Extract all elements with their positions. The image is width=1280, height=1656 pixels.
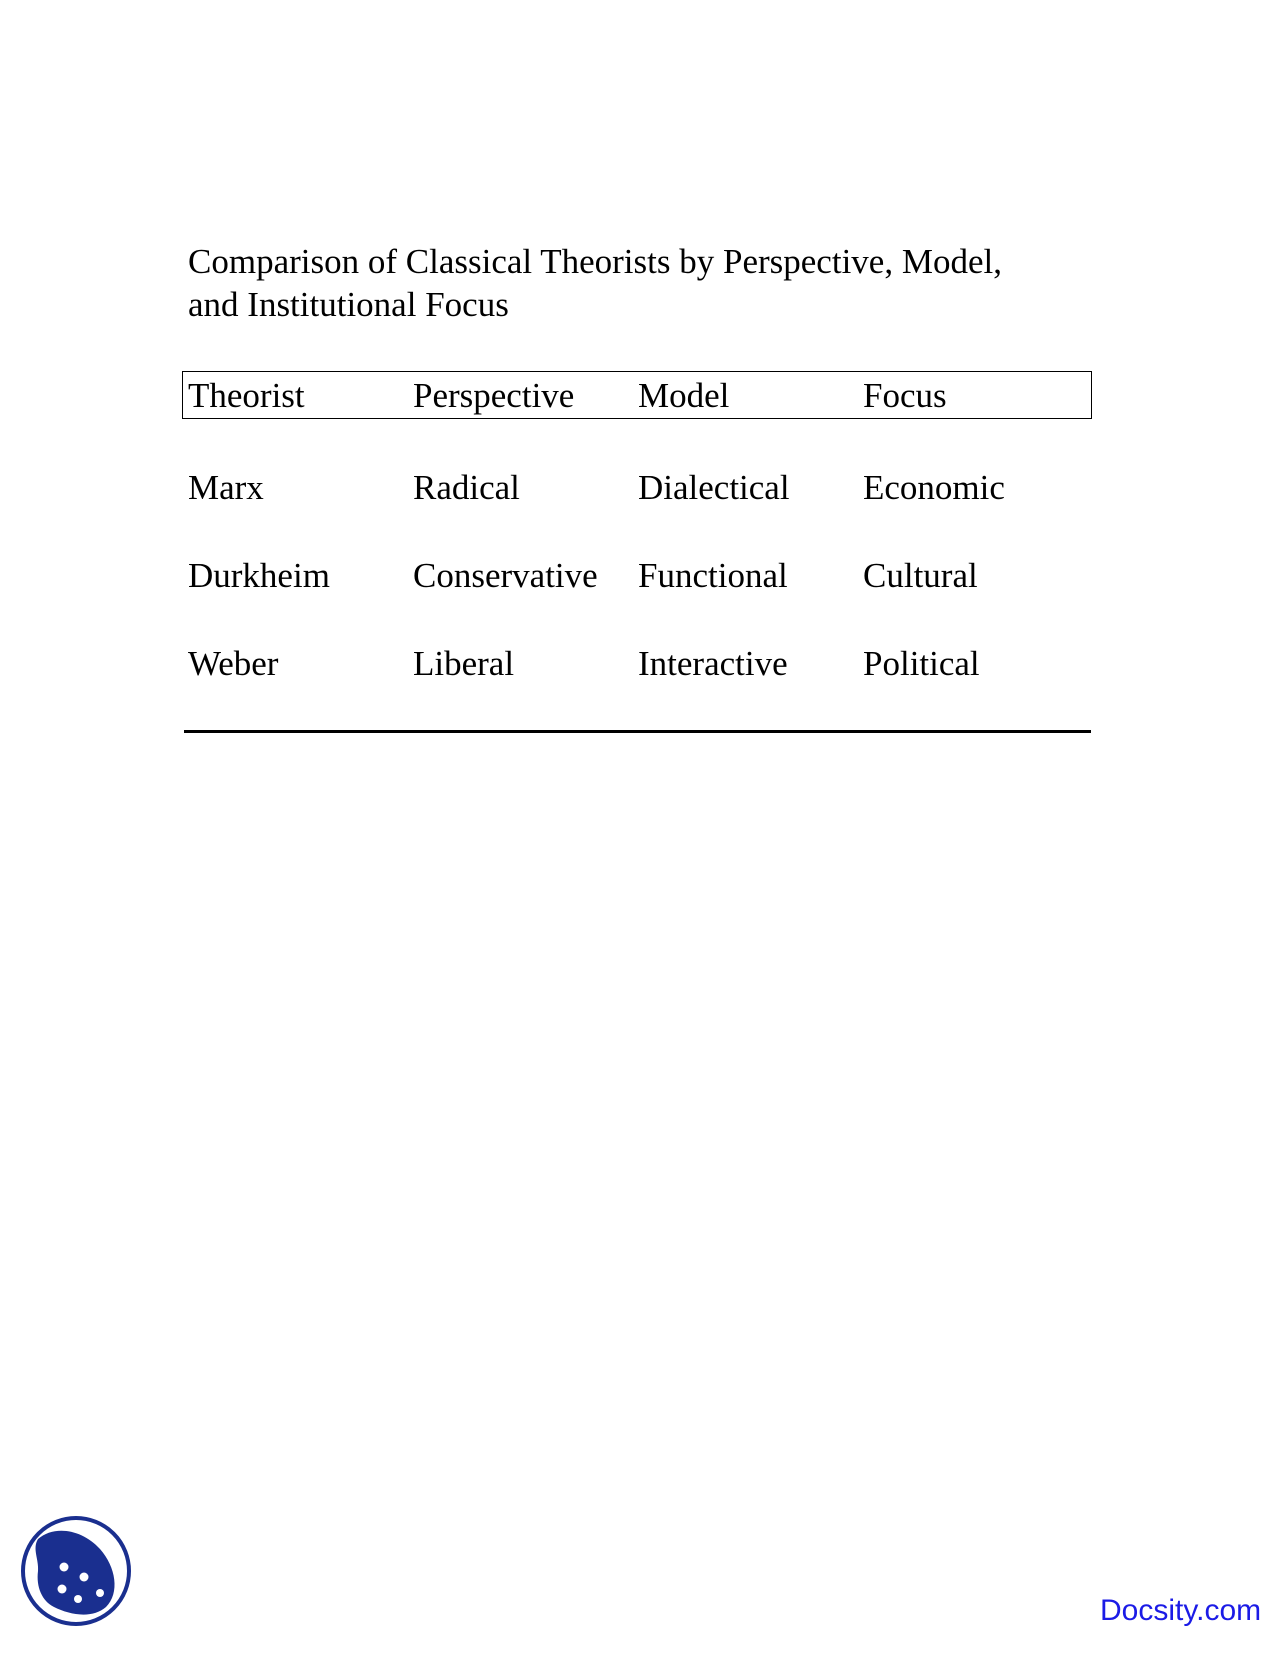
docsity-logo-icon[interactable] xyxy=(20,1515,132,1627)
header-model: Model xyxy=(638,376,730,415)
title-line-1: Comparison of Classical Theorists by Perspective, Model, xyxy=(188,242,1002,281)
table-header-box xyxy=(182,371,1092,419)
table-cell: Durkheim xyxy=(188,556,330,595)
table-cell: Economic xyxy=(863,468,1005,507)
title-line-2: and Institutional Focus xyxy=(188,285,509,324)
header-theorist: Theorist xyxy=(188,376,305,415)
document-title xyxy=(188,240,1108,326)
table-cell: Liberal xyxy=(413,644,515,683)
table-cell: Interactive xyxy=(638,644,788,683)
table-cell: Marx xyxy=(188,468,264,507)
table-cell: Functional xyxy=(638,556,788,595)
docsity-link[interactable]: Docsity.com xyxy=(1100,1594,1262,1627)
header-focus: Focus xyxy=(863,376,947,415)
header-perspective: Perspective xyxy=(413,376,575,415)
table-cell: Cultural xyxy=(863,556,978,595)
table-bottom-rule xyxy=(184,730,1091,733)
table-cell: Radical xyxy=(413,468,520,507)
table-cell: Conservative xyxy=(413,556,598,595)
table-cell: Political xyxy=(863,644,980,683)
table-cell: Dialectical xyxy=(638,468,790,507)
table-cell: Weber xyxy=(188,644,279,683)
